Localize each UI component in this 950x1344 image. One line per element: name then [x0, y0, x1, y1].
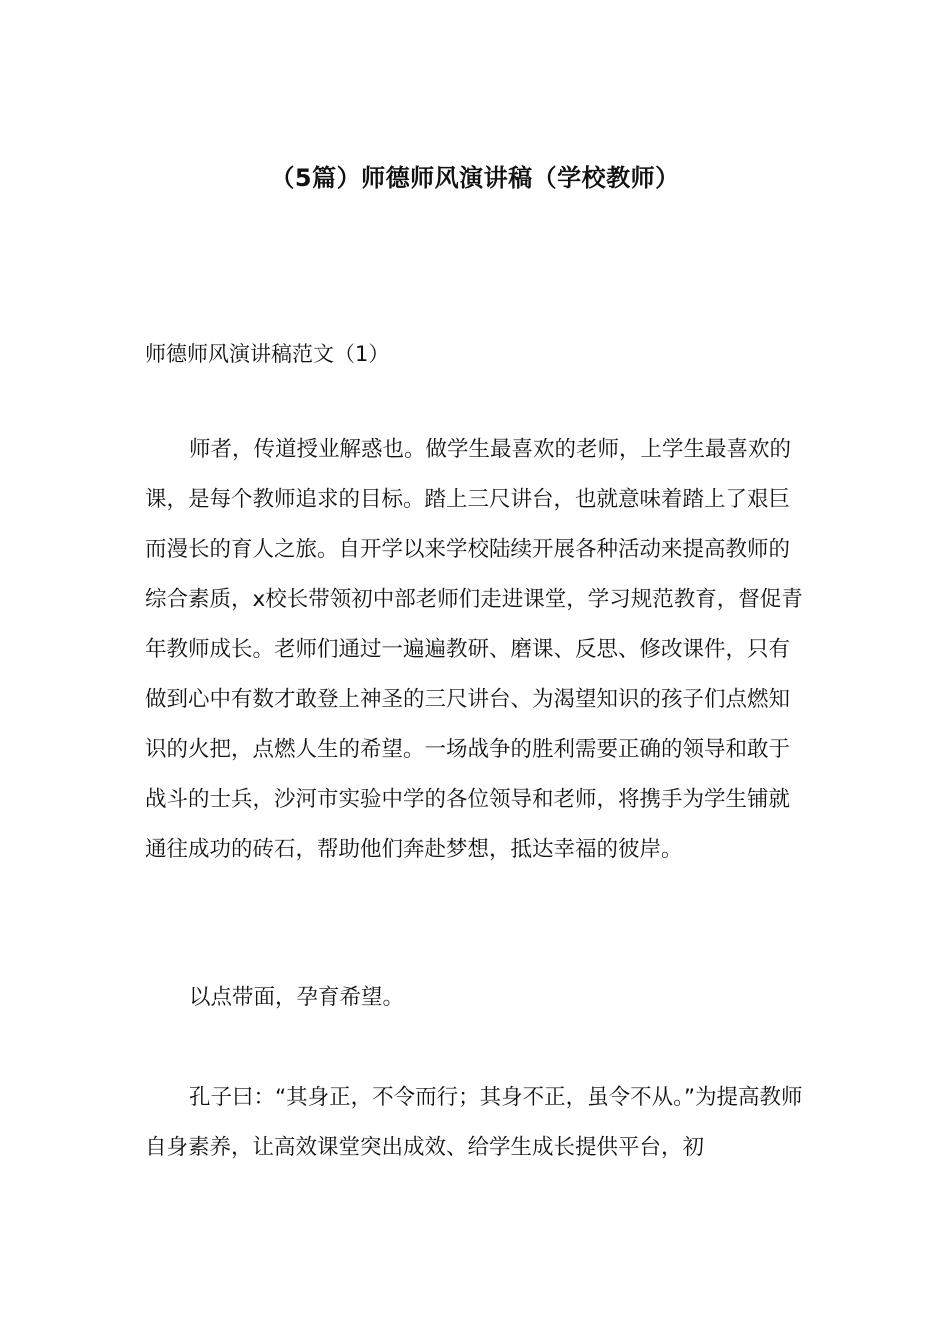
paragraph-1: 师者，传道授业解惑也。做学生最喜欢的老师，上学生最喜欢的课，是每个教师追求的目标。踏上三尺讲台，也就意味着踏上了艰巨而漫长的育人之旅。自开学以来学校陆续开展各种活动来提高教师的综合素质，x校长带领初中部老师们走进课堂，学习规范教育，督促青年教师成长。老师们通过一遍遍教研、磨课、反思、修改课件，只有做到心中有数才敢登上神圣的三尺讲台、为渴望知识的孩子们点燃知识的火把，点燃人生的希望。一场战争的胜利需要正确的领导和敢于战斗的士兵，沙河市实验中学的各位领导和老师，将携手为学生铺就通往成功的砖石，帮助他们奔赴梦想，抵达幸福的彼岸。: [145, 437, 803, 862]
section-heading: 师德师风演讲稿范文（1）: [145, 342, 390, 366]
document-title: （5篇）师德师风演讲稿（学校教师）: [270, 164, 680, 192]
paragraph-2: 以点带面，孕育希望。: [189, 985, 405, 1010]
paragraph-3: 孔子曰：“其身正，不令而行；其身不正，虽令不从。”为提高教师自身素养，让高效课堂突出成效、给学生成长提供平台，初: [145, 1085, 803, 1160]
